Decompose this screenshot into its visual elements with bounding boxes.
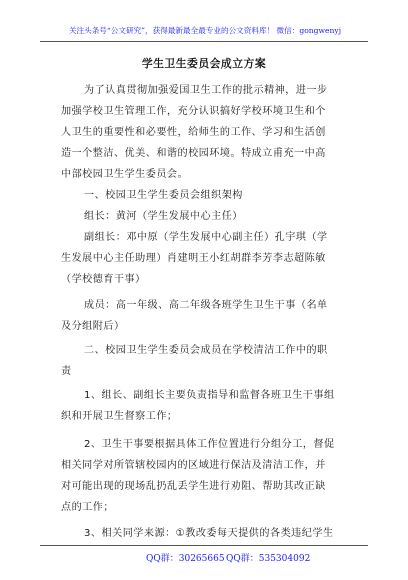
body-line: 及分组附后） <box>61 321 125 332</box>
body-line: 组长：黄河（学生发展中心主任） <box>84 211 243 222</box>
footer-qq-group-1: QQ群：30265665 <box>146 554 225 564</box>
body-line: 2、卫生干事要根据具体工作位置进行分组分工，督促 <box>84 439 335 450</box>
section-heading: 一、校园卫生学生委员会组织架构 <box>84 190 243 201</box>
body-line: 1、组长、副组长主要负责指导和监督各班卫生干事组 <box>84 390 335 401</box>
body-line: 副组长：邓中原（学生发展中心副主任）孔宇琪（学 <box>84 232 328 243</box>
footer-qq-group-2: QQ群：535304092 <box>226 554 311 564</box>
body-line: 相关同学对所管辖校园内的区域进行保洁及清洁工作，并 <box>61 460 326 471</box>
body-line: （学校德育干事） <box>61 274 146 285</box>
footer-divider <box>40 545 368 546</box>
document-title: 学生卫生委员会成立方案 <box>141 57 267 70</box>
body-line: 人卫生的重要性和必要性，给师生的工作、学习和生活创 <box>61 127 326 138</box>
body-line: 成员：高一年级、高二年级各班学生卫生干事（名单 <box>84 300 328 311</box>
section-heading: 责 <box>61 366 72 377</box>
body-line: 生发展中心主任助理）肖建明王小红胡群李芳李志超陈敏 <box>61 253 326 264</box>
body-line: 3、相关同学来源：①教改委每天提供的各类违纪学生 <box>84 528 334 539</box>
body-line: 织和开展卫生督察工作； <box>61 411 178 422</box>
section-heading: 二、校园卫生学生委员会成员在学校清洁工作中的职 <box>84 345 328 356</box>
header-divider <box>40 41 368 42</box>
body-line: 加强学校卫生管理工作，充分认识搞好学校环境卫生和个 <box>61 106 326 117</box>
body-line: 为了认真贯彻加强爱国卫生工作的批示精神，进一步 <box>84 85 328 96</box>
header-banner: 关注头条号“公文研究”，获得最新最全最专业的公文资料库！ 微信：gongwenyj <box>68 26 342 35</box>
body-line: 中部校园卫生学生委员会。 <box>61 169 189 180</box>
body-line: 对可能出现的现场乱扔乱丢学生进行劝阻、帮助其改正缺 <box>61 481 326 492</box>
body-line: 点的工作； <box>61 502 114 513</box>
body-line: 造一个整洁、优美、和谐的校园环境。特成立甫充一中高 <box>61 148 326 159</box>
